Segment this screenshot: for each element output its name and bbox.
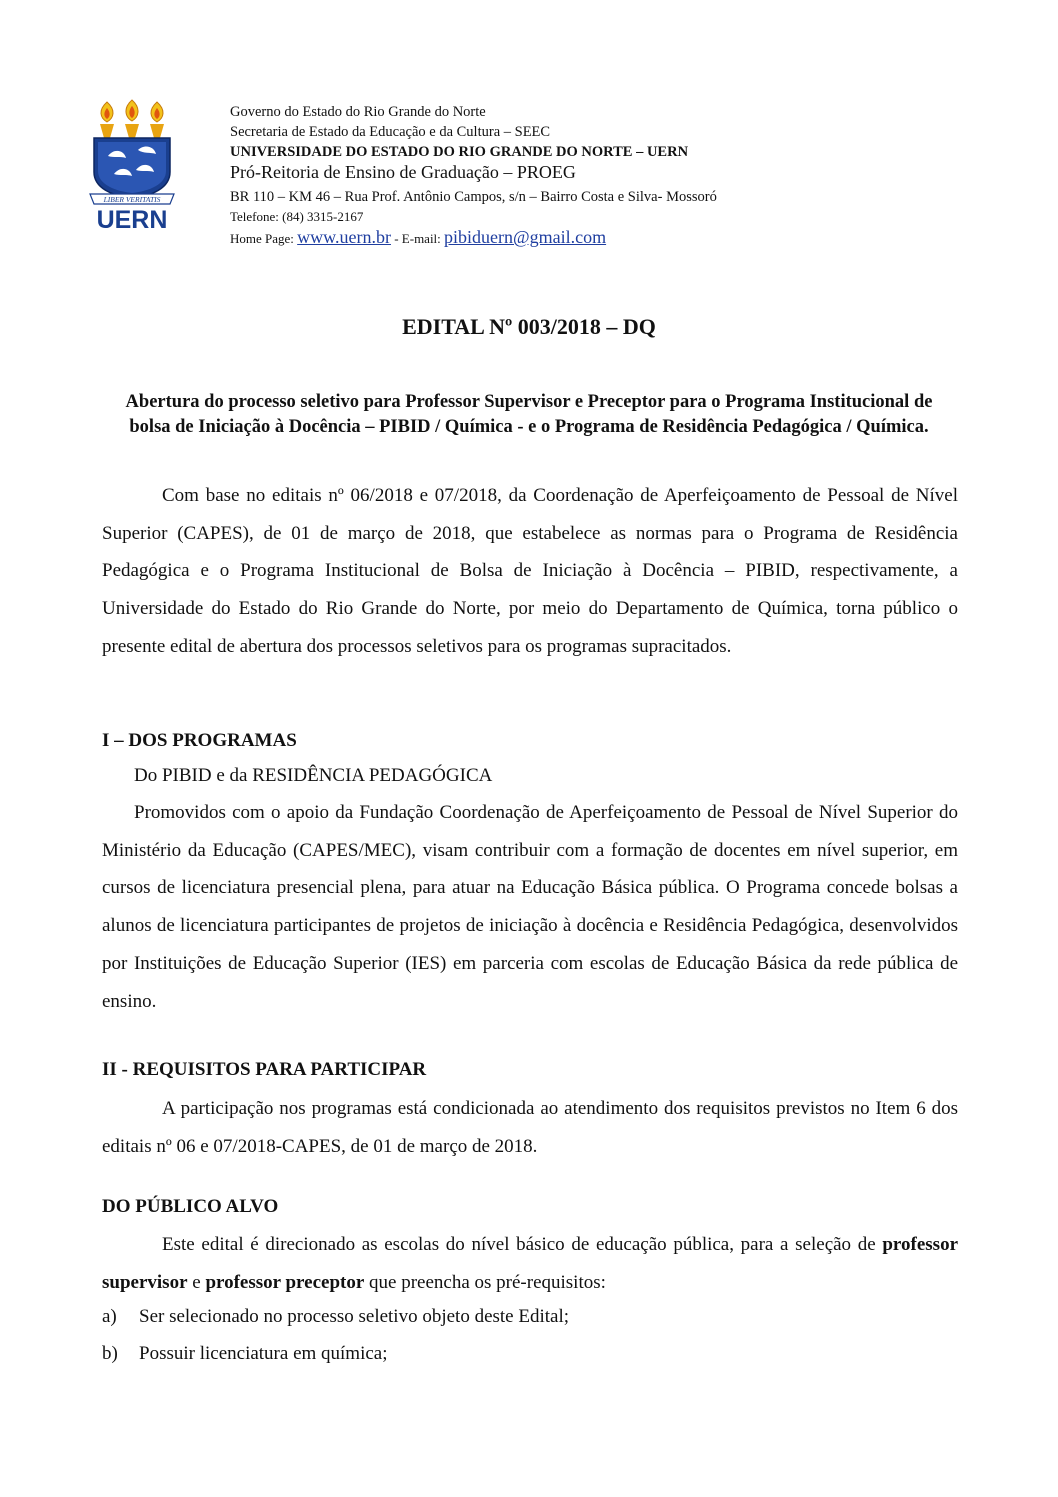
section-subheading-programas: Do PIBID e da RESIDÊNCIA PEDAGÓGICA <box>134 765 493 786</box>
logo-motto: LIBER VERITATIS <box>103 195 161 204</box>
header-phone: Telefone: (84) 3315-2167 <box>230 209 364 224</box>
role-preceptor: professor preceptor <box>205 1271 365 1293</box>
header-university: UNIVERSIDADE DO ESTADO DO RIO GRANDE DO NORTE – UERN <box>230 144 689 160</box>
header-address: BR 110 – KM 46 – Rua Prof. Antônio Campos, s/n – Bairro Costa e Silva- Mossoró <box>230 189 717 205</box>
homepage-label: Home Page: <box>230 231 298 246</box>
list-item-text: Possuir licenciatura em química; <box>139 1343 388 1364</box>
list-marker: a) <box>102 1306 117 1327</box>
torch-icon <box>125 100 139 138</box>
section-heading-programas: I – DOS PROGRAMAS <box>102 730 297 751</box>
list-item <box>102 1306 958 1336</box>
programas-paragraph: Promovidos com o apoio da Fundação Coordenação de Aperfeiçoamento de Pessoal de Nível Superior do Ministério da Educação (CAPES/MEC), visam contribuir com a formação de docentes em nível superior, em cursos de licenciatura presencial plena, para atuar na Educação Básica pública. O Programa concede bolsas a alunos de licenciatura participantes de projetos de iniciação à docência e Residência Pedagógica, desenvolvidos por Instituições de Educação Superior (IES) em parceria com escolas de Educação Básica da rede pública de ensino. <box>102 802 958 1012</box>
header-secretariat: Secretaria de Estado da Educação e da Cultura – SEEC <box>230 124 551 140</box>
list-item-text: Ser selecionado no processo seletivo objeto deste Edital; <box>139 1306 570 1327</box>
document-title: EDITAL Nº 003/2018 – DQ <box>402 314 656 339</box>
publico-alvo-text-start: Este edital é direcionado as escolas do nível básico de educação pública, para a seleção de <box>162 1234 883 1255</box>
publico-alvo-paragraph <box>102 1226 958 1301</box>
section-heading-publico-alvo: DO PÚBLICO ALVO <box>102 1196 279 1217</box>
header-proreitoria: Pró-Reitoria de Ensino de Graduação – PROEG <box>230 162 576 182</box>
list-item <box>102 1343 958 1373</box>
publico-alvo-text-mid: e <box>187 1271 206 1293</box>
list-marker: b) <box>102 1343 118 1364</box>
header-government: Governo do Estado do Rio Grande do Norte <box>230 104 486 120</box>
torch-icon <box>150 102 164 138</box>
role-supervisor: professor supervisor <box>102 1234 958 1293</box>
section-heading-requisitos: II - REQUISITOS PARA PARTICIPAR <box>102 1059 427 1080</box>
logo-text: UERN <box>96 206 168 232</box>
publico-alvo-text-end: que preencha os pré-requisitos: <box>364 1271 606 1293</box>
uern-logo <box>84 98 180 232</box>
torch-icon <box>100 102 114 138</box>
intro-paragraph: Com base no editais nº 06/2018 e 07/2018, da Coordenação de Aperfeiçoamento de Pessoal de Nível Superior (CAPES), de 01 de março de 2018, que estabelece as normas para o Programa de Residência Pedagógica e o Programa Institucional de Bolsa de Iniciação à Docência – PIBID, respectivamente, a Universidade do Estado do Rio Grande do Norte, por meio do Departamento de Química, torna público o presente edital de abertura dos processos seletivos para os programas supracitados. <box>102 485 958 657</box>
homepage-link[interactable]: www.uern.br <box>297 227 391 247</box>
requisitos-paragraph: A participação nos programas está condicionada ao atendimento dos requisitos previstos no Item 6 dos editais nº 06 e 07/2018-CAPES, de 01 de março de 2018. <box>102 1098 958 1157</box>
email-link[interactable]: pibiduern@gmail.com <box>444 227 607 247</box>
document-subtitle: Abertura do processo seletivo para Professor Supervisor e Preceptor para o Programa Institucional de bolsa de Iniciação à Docência – PIBID / Química - e o Programa de Residência Pedagógica / Química. <box>125 392 933 437</box>
header-contact <box>230 228 606 248</box>
email-label: - E-mail: <box>390 231 445 246</box>
